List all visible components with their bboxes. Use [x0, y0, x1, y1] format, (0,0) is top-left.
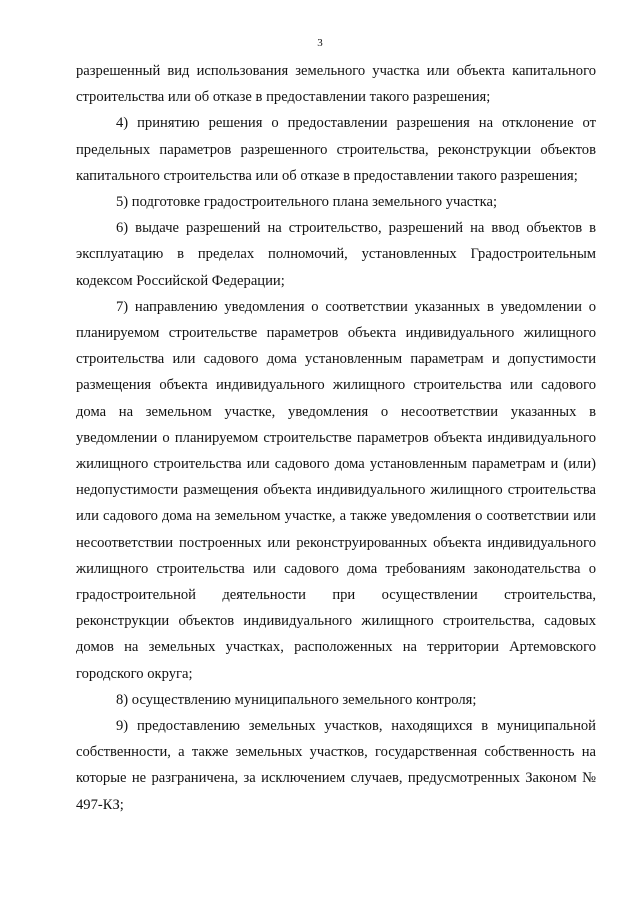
paragraph-item-4: 4) принятию решения о предоставлении разрешения на отклонение от предельных параметров разрешенного строительства, реконструкции объектов капитального строительства или об отказе в предоставлении такого разрешения;	[76, 115, 596, 184]
paragraph-item-7: 7) направлению уведомления о соответствии указанных в уведомлении о планируемом строительстве параметров объекта индивидуального жилищного строительства или садового дома установленным параметрам и допустимости размещения объекта индивидуального жилищного строительства или садового дома на земельном участке, уведомления о несоответствии указанных в уведомлении о планируемом строительстве параметров объекта индивидуального жилищного строительства или садового дома установленным параметрам и (или) недопустимости размещения объекта индивидуального жилищного строительства или садового дома на земельном участке, а также уведомления о соответствии или несоответствии построенных или реконструированных объекта индивидуального жилищного строительства или садового дома требованиям законодательства о градостроительной деятельности при осуществлении строительства, реконструкции объектов индивидуального жилищного строительства, садовых домов на земельных участках, расположенных на территории Артемовского городского округа;	[76, 298, 596, 682]
paragraph-item-6: 6) выдаче разрешений на строительство, разрешений на ввод объектов в эксплуатацию в пределах полномочий, установленных Градостроительным кодексом Российской Федерации;	[76, 220, 596, 289]
document-body	[76, 58, 596, 818]
paragraph-item-5: 5) подготовке градостроительного плана земельного участка;	[116, 194, 498, 211]
paragraph-item-9: 9) предоставлению земельных участков, находящихся в муниципальной собственности, а также земельных участков, государственная собственность на которые не разграничена, за исключением случаев, предусмотренных Законом № 497-КЗ;	[76, 718, 596, 813]
paragraph-continuation: разрешенный вид использования земельного участка или объекта капитального строительства или об отказе в предоставлении такого разрешения;	[76, 63, 596, 106]
page-number: 3	[317, 37, 323, 49]
paragraph-item-8: 8) осуществлению муниципального земельного контроля;	[116, 691, 477, 708]
